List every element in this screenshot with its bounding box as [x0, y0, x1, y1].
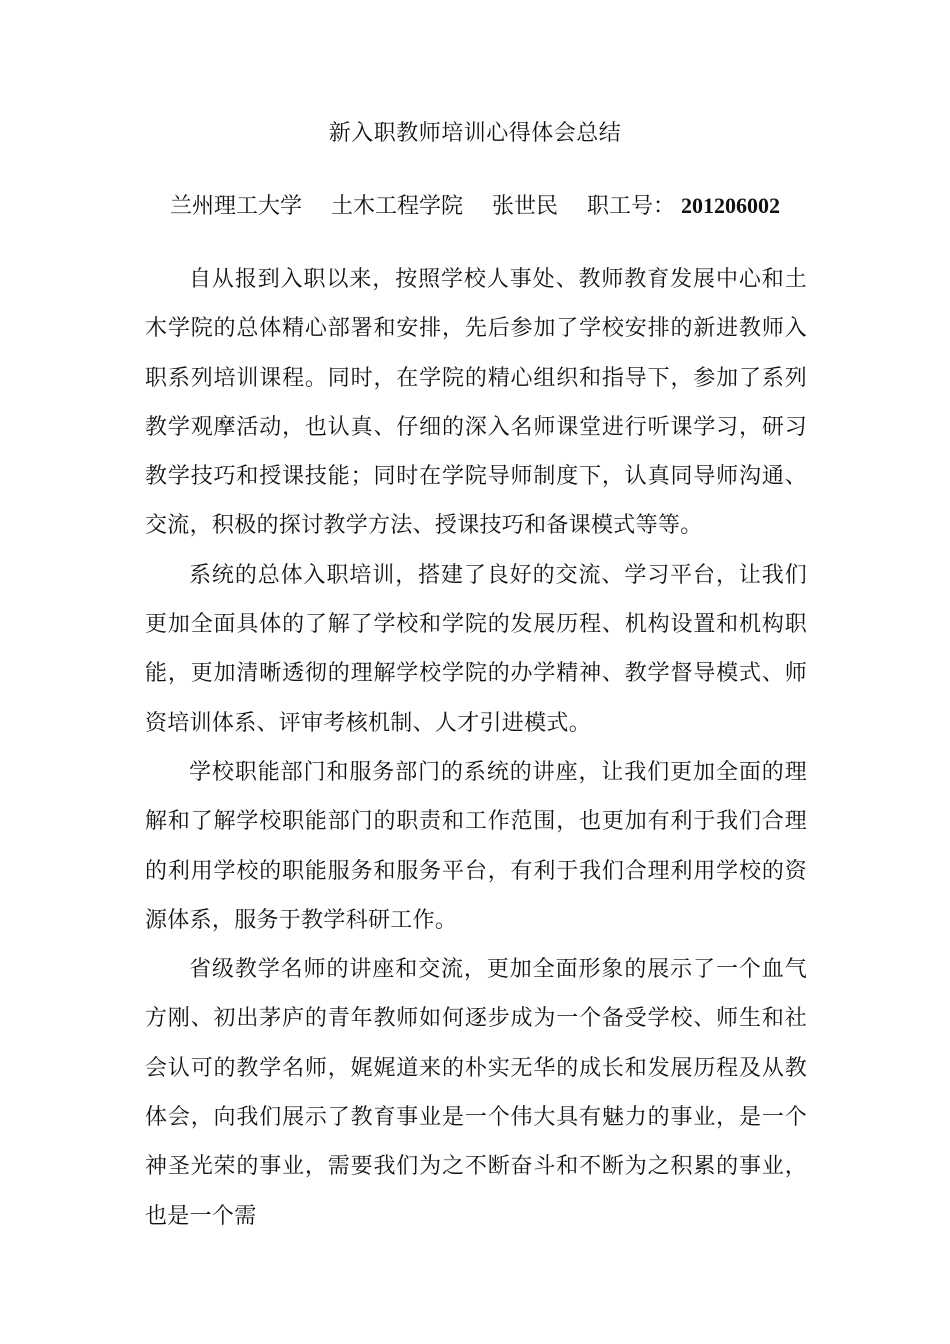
byline-employee-id — [587, 194, 780, 219]
byline-school: 土木工程学院 — [330, 194, 463, 219]
byline-university: 兰州理工大学 — [169, 194, 302, 219]
byline-id-label: 职工号： — [587, 194, 676, 219]
document-body — [145, 255, 807, 1241]
paragraph: 自从报到入职以来，按照学校人事处、教师教育发展中心和土木学院的总体精心部署和安排，先后参加了学校安排的新进教师入职系列培训课程。同时，在学院的精心组织和指导下，参加了系列教学观摩活动，也认真、仔细的深入名师课堂进行听课学习，研习教学技巧和授课技能；同时在学院导师制度下，认真同导师沟通、交流，积极的探讨教学方法、授课技巧和备课模式等等。 — [145, 267, 807, 539]
paragraph: 学校职能部门和服务部门的系统的讲座，让我们更加全面的理解和了解学校职能部门的职责和工作范围，也更加有利于我们合理的利用学校的职能服务和服务平台，有利于我们合理利用学校的资源体系，服务于教学科研工作。 — [145, 759, 807, 933]
author-byline — [0, 190, 950, 223]
paragraph: 省级教学名师的讲座和交流，更加全面形象的展示了一个血气方刚、初出茅庐的青年教师如何逐步成为一个备受学校、师生和社会认可的教学名师，娓娓道来的朴实无华的成长和发展历程及从教体会，向我们展示了教育事业是一个伟大具有魅力的事业，是一个神圣光荣的事业，需要我们为之不断奋斗和不断为之积累的事业，也是一个需 — [145, 957, 807, 1229]
document-title: 新入职教师培训心得体会总结 — [328, 121, 622, 146]
paragraph: 系统的总体入职培训，搭建了良好的交流、学习平台，让我们更加全面具体的了解了学校和学院的发展历程、机构设置和机构职能，更加清晰透彻的理解学校学院的办学精神、教学督导模式、师资培训体系、评审考核机制、人才引进模式。 — [145, 562, 807, 736]
byline-id-number: 201206002 — [681, 193, 781, 218]
byline-author: 张世民 — [492, 194, 559, 219]
